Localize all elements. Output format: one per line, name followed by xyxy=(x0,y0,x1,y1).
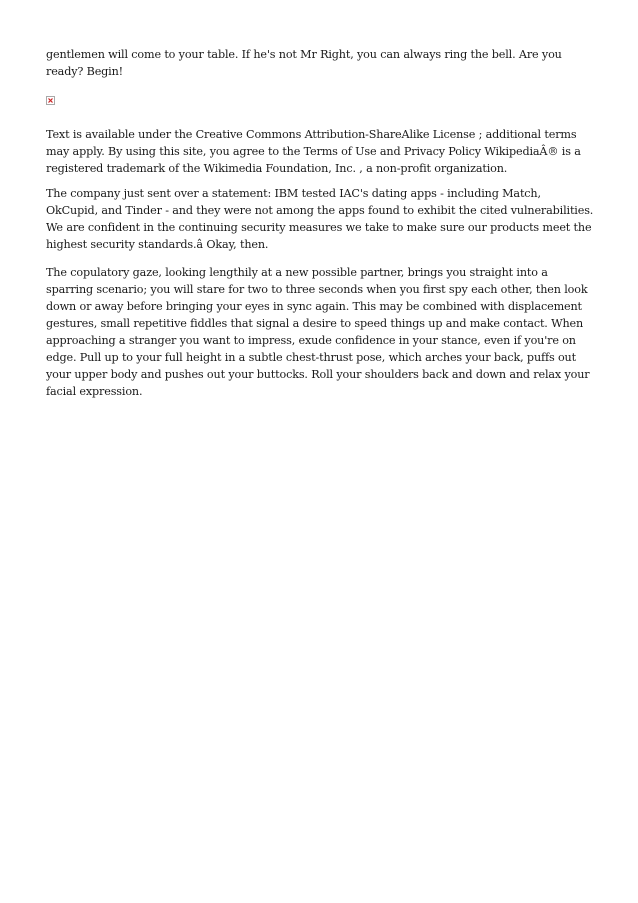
paragraph-intro: gentlemen will come to your table. If he's not Mr Right, you can always ring the bell. Are you ready? Begin! xyxy=(46,48,562,78)
broken-image-icon xyxy=(46,96,55,105)
paragraph-gaze: The copulatory gaze, looking lengthily at a new possible partner, brings you straight into a sparring scenario; you will stare for two to three seconds when you first spy each other, then look down or away before bringing your eyes in sync again. This may be combined with displacement gestures, small repetitive fiddles that signal a desire to speed things up and make contact. When approaching a stranger you want to impress, exude confidence in your stance, even if you're on edge. Pull up to your full height in a subtle chest-thrust pose, which arches your back, puffs out your upper body and pushes out your buttocks. Roll your shoulders back and down and relax your facial expression. xyxy=(46,266,590,398)
paragraph-statement: The company just sent over a statement: IBM tested IAC's dating apps - including Match, OkCupid, and Tinder - and they were not among the apps found to exhibit the cited vulnerabilities. We are confident in the continuing security measures we take to make sure our products meet the highest security standards.â Okay, then. xyxy=(46,187,594,251)
broken-image-cross-icon xyxy=(48,98,53,103)
paragraph-license: Text is available under the Creative Commons Attribution-ShareAlike License ; additional terms may apply. By using this site, you agree to the Terms of Use and Privacy Policy WikipediaÂ® is a registered trademark of the Wikimedia Foundation, Inc. , a non-profit organization. xyxy=(46,128,581,175)
